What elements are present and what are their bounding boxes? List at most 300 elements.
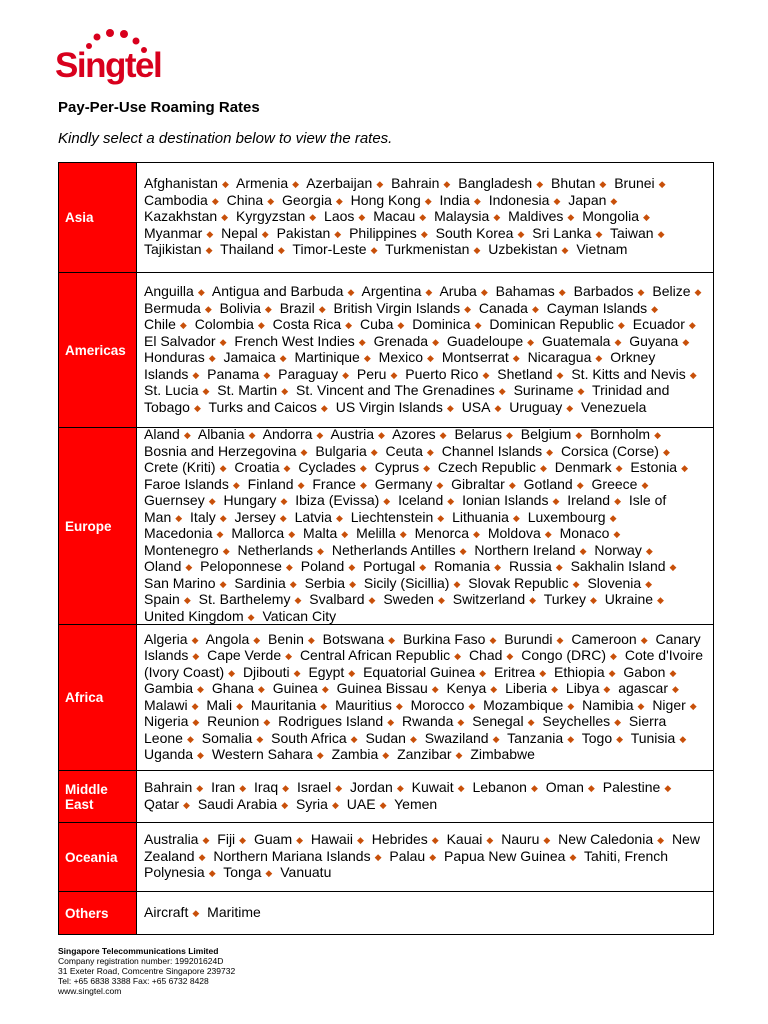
destination-link[interactable]: Iceland xyxy=(398,492,444,508)
destination-link[interactable]: Tahiti, French Polynesia xyxy=(144,847,669,881)
destination-link[interactable]: Albania xyxy=(197,426,245,442)
destination-link[interactable]: Papua New Guinea xyxy=(444,847,566,864)
destination-link[interactable]: Portugal xyxy=(363,558,416,574)
destination-link[interactable]: Timor-Leste xyxy=(292,241,367,258)
destination-link[interactable]: US Virgin Islands xyxy=(335,398,443,415)
destination-link[interactable]: Fiji xyxy=(217,831,236,848)
destination-link[interactable]: Ethiopia xyxy=(554,663,605,680)
diamond-separator-icon: ◆ xyxy=(197,287,205,297)
diamond-separator-icon: ◆ xyxy=(335,783,343,793)
destination-link[interactable]: Sardinia xyxy=(234,574,286,591)
destination-link[interactable]: Finland xyxy=(247,475,294,492)
destination-link[interactable]: St. Barthelemy xyxy=(198,591,291,607)
destination-link[interactable]: Greece xyxy=(591,475,638,492)
destination-link[interactable]: Mauritania xyxy=(250,696,317,713)
destination-list xyxy=(137,428,713,624)
diamond-separator-icon: ◆ xyxy=(527,336,535,347)
destination-link[interactable]: Lebanon xyxy=(472,779,527,795)
destination-link[interactable]: Netherlands Antilles xyxy=(331,541,456,558)
diamond-separator-icon: ◆ xyxy=(512,512,520,523)
destination-link[interactable]: Vanuatu xyxy=(280,864,332,881)
destination-link[interactable]: New Zealand xyxy=(144,831,700,864)
destination-link[interactable]: New Caledonia xyxy=(558,831,654,848)
destination-link[interactable]: Panama xyxy=(207,365,260,382)
destination-link[interactable]: Central African Republic xyxy=(299,647,451,663)
destination-link[interactable]: Cape Verde xyxy=(207,647,282,663)
region-row xyxy=(59,427,713,624)
destination-link[interactable]: Congo (DRC) xyxy=(521,647,607,663)
destination-link[interactable]: South Africa xyxy=(271,729,347,746)
destination-link[interactable]: Grenada xyxy=(373,332,429,349)
destination-link[interactable]: Bahrain xyxy=(144,779,193,795)
destination-link[interactable]: Qatar xyxy=(144,795,180,812)
destination-link[interactable]: Malawi xyxy=(144,696,188,713)
destination-link[interactable]: Belgium xyxy=(520,426,572,442)
diamond-separator-icon: ◆ xyxy=(459,545,467,556)
destination-link[interactable]: Belize xyxy=(652,283,691,299)
destination-link[interactable]: Faroe Islands xyxy=(144,475,229,492)
destination-link[interactable]: Philippines xyxy=(349,224,417,241)
diamond-separator-icon: ◆ xyxy=(232,479,240,490)
destination-link[interactable]: Laos xyxy=(324,208,355,225)
destination-link[interactable]: St. Martin xyxy=(217,382,278,398)
destination-link[interactable]: Dominica xyxy=(412,316,471,332)
destination-link[interactable]: Azerbaijan xyxy=(306,175,373,192)
diamond-separator-icon: ◆ xyxy=(356,835,364,846)
destination-link[interactable]: United Kingdom xyxy=(144,607,244,624)
destination-link[interactable]: Iran xyxy=(211,779,236,795)
destination-link[interactable]: South Korea xyxy=(435,224,514,241)
destination-link[interactable]: Dominican Republic xyxy=(489,316,614,332)
destination-link[interactable]: Syria xyxy=(296,795,328,812)
destination-link[interactable]: Swaziland xyxy=(424,729,489,746)
diamond-separator-icon: ◆ xyxy=(196,783,204,793)
destination-link[interactable]: Sweden xyxy=(383,591,434,607)
destination-link[interactable]: Macedonia xyxy=(144,525,213,541)
diamond-separator-icon: ◆ xyxy=(390,369,398,380)
destination-link[interactable]: Poland xyxy=(300,558,345,574)
diamond-separator-icon: ◆ xyxy=(279,353,287,363)
destination-link[interactable]: Nigeria xyxy=(144,713,189,729)
diamond-separator-icon: ◆ xyxy=(506,651,514,661)
diamond-separator-icon: ◆ xyxy=(192,717,200,727)
footer-address: 31 Exeter Road, Comcentre Singapore 239732 xyxy=(58,966,236,976)
destination-link[interactable]: Ceuta xyxy=(385,442,423,459)
destination-link[interactable]: Chad xyxy=(468,647,503,663)
diamond-separator-icon: ◆ xyxy=(694,287,702,297)
destination-link[interactable]: Honduras xyxy=(144,349,205,365)
diamond-separator-icon: ◆ xyxy=(682,336,690,347)
destination-link[interactable]: Belarus xyxy=(454,426,502,442)
destination-link[interactable]: Cayman Islands xyxy=(546,299,648,316)
destination-link[interactable]: Bahamas xyxy=(495,283,555,299)
destination-link[interactable]: Germany xyxy=(374,475,433,492)
destination-link[interactable]: Suriname xyxy=(513,382,574,398)
destination-link[interactable]: Cyprus xyxy=(374,459,420,475)
destination-link[interactable]: Algeria xyxy=(144,630,188,647)
destination-link[interactable]: Thailand xyxy=(220,241,274,258)
destination-link[interactable]: Jamaica xyxy=(223,349,276,365)
destination-link[interactable]: Tajikistan xyxy=(144,241,202,258)
destination-link[interactable]: Saudi Arabia xyxy=(197,795,278,812)
destination-link[interactable]: Sierra Leone xyxy=(144,713,667,746)
diamond-separator-icon: ◆ xyxy=(396,783,404,793)
destination-link[interactable]: Cote d'Ivoire (Ivory Coast) xyxy=(144,647,703,680)
destination-link[interactable]: Slovak Republic xyxy=(468,574,569,591)
destination-link[interactable]: Chile xyxy=(144,316,176,332)
footer-website[interactable]: www.singtel.com xyxy=(58,986,122,996)
diamond-separator-icon: ◆ xyxy=(689,700,697,711)
diamond-separator-icon: ◆ xyxy=(569,851,577,862)
destination-link[interactable]: Bahrain xyxy=(391,175,440,192)
destination-link[interactable]: Australia xyxy=(144,831,199,848)
destination-link[interactable]: Bosnia and Herzegovina xyxy=(144,442,297,459)
destination-link[interactable]: Guinea xyxy=(272,680,318,696)
destination-link[interactable]: Ecuador xyxy=(632,316,685,332)
destination-link[interactable]: Northern Ireland xyxy=(474,541,576,558)
destination-link[interactable]: Burundi xyxy=(504,630,553,647)
destination-link[interactable]: Venezuela xyxy=(581,398,647,415)
destination-link[interactable]: Martinique xyxy=(294,349,360,365)
region-label: Americas xyxy=(59,273,137,427)
destination-link[interactable]: Palestine xyxy=(602,779,661,795)
destination-link[interactable]: Mongolia xyxy=(582,208,640,225)
destination-link[interactable]: Slovenia xyxy=(587,574,642,591)
diamond-separator-icon: ◆ xyxy=(603,684,611,694)
destination-link[interactable]: Crete (Kriti) xyxy=(144,459,216,475)
destination-link[interactable]: Hong Kong xyxy=(350,191,421,208)
destination-link[interactable]: French West Indies xyxy=(234,332,355,349)
destination-link[interactable]: Peru xyxy=(356,365,387,382)
destination-link[interactable]: Gabon xyxy=(623,663,666,680)
destination-link[interactable]: Tonga xyxy=(223,864,262,881)
diamond-separator-icon: ◆ xyxy=(206,228,214,239)
diamond-separator-icon: ◆ xyxy=(368,595,376,605)
destination-link[interactable]: Equatorial Guinea xyxy=(363,663,476,680)
destination-link[interactable]: Isle of Man xyxy=(144,492,667,525)
destination-link[interactable]: Corsica (Corse) xyxy=(560,442,659,459)
destination-link[interactable]: Czech Republic xyxy=(437,459,536,475)
diamond-separator-icon: ◆ xyxy=(679,733,687,744)
destination-link[interactable]: Ghana xyxy=(211,680,254,696)
destination-link[interactable]: Maldives xyxy=(508,208,564,225)
destination-link[interactable]: Guam xyxy=(253,831,293,848)
destination-link[interactable]: Serbia xyxy=(304,574,346,591)
destination-link[interactable]: Somalia xyxy=(201,729,253,746)
logo-wordmark: Singtel xyxy=(55,46,162,85)
destination-link[interactable]: St. Kitts and Nevis xyxy=(571,365,686,382)
destination-link[interactable]: Canada xyxy=(478,299,528,316)
destination-link[interactable]: UAE xyxy=(346,795,376,812)
destination-link[interactable]: Western Sahara xyxy=(211,746,313,762)
destination-link[interactable]: Egypt xyxy=(308,663,345,680)
destination-link[interactable]: Gotland xyxy=(523,475,573,492)
destination-link[interactable]: Nicaragua xyxy=(527,349,592,365)
destination-link[interactable]: Brunei xyxy=(614,175,655,192)
destination-link[interactable]: Seychelles xyxy=(542,713,611,729)
destination-link[interactable]: Eritrea xyxy=(493,663,536,680)
destination-link[interactable]: Rodrigues Island xyxy=(278,713,384,729)
region-label: Middle East xyxy=(59,771,137,822)
destination-link[interactable]: Jersey xyxy=(234,508,276,525)
destination-link[interactable]: Ukraine xyxy=(604,591,654,607)
destination-link[interactable]: Trinidad and Tobago xyxy=(144,382,670,415)
destination-link[interactable]: Channel Islands xyxy=(441,442,543,459)
page-subtitle: Kindly select a destination below to view the rates. xyxy=(58,130,393,147)
destination-link[interactable]: agascar xyxy=(618,680,668,696)
destination-link[interactable]: Georgia xyxy=(282,191,332,208)
destination-link[interactable]: Zimbabwe xyxy=(470,746,535,762)
diamond-separator-icon: ◆ xyxy=(293,667,301,678)
destination-link[interactable]: India xyxy=(439,191,470,208)
destination-link[interactable]: Argentina xyxy=(361,283,422,299)
destination-link[interactable]: Montenegro xyxy=(144,541,219,558)
destination-link[interactable]: Lithuania xyxy=(452,508,509,525)
destination-link[interactable]: Ionian Islands xyxy=(462,492,549,508)
diamond-separator-icon: ◆ xyxy=(204,303,212,314)
destination-link[interactable]: USA xyxy=(461,398,491,415)
destination-link[interactable]: Bermuda xyxy=(144,299,201,316)
destination-link[interactable]: Vietnam xyxy=(576,241,628,258)
destination-link[interactable]: France xyxy=(312,475,356,492)
diamond-separator-icon: ◆ xyxy=(424,195,432,206)
destination-link[interactable]: Andorra xyxy=(262,426,313,442)
destination-link[interactable]: Sicily (Sicillia) xyxy=(363,574,450,591)
destination-link[interactable]: Barbados xyxy=(573,283,634,299)
destination-link[interactable]: Guernsey xyxy=(144,492,205,508)
destination-link[interactable]: Uganda xyxy=(144,746,194,762)
destination-link[interactable]: Peloponnese xyxy=(200,558,282,574)
destination-link[interactable]: Malaysia xyxy=(434,208,490,225)
diamond-separator-icon: ◆ xyxy=(359,463,367,473)
diamond-separator-icon: ◆ xyxy=(395,700,403,711)
destination-link[interactable]: Turks and Caicos xyxy=(208,398,317,415)
region-label: Asia xyxy=(59,163,137,272)
destination-link[interactable]: Aruba xyxy=(439,283,477,299)
destination-link[interactable]: Hawaii xyxy=(310,831,353,848)
destination-link[interactable]: Malta xyxy=(303,525,338,541)
destination-list xyxy=(137,823,713,891)
destination-link[interactable]: Estonia xyxy=(630,459,678,475)
destination-link[interactable]: Guatemala xyxy=(541,332,611,349)
destination-link[interactable]: Sri Lanka xyxy=(532,224,592,241)
destination-link[interactable]: Shetland xyxy=(497,365,553,382)
diamond-separator-icon: ◆ xyxy=(595,353,603,363)
destination-link[interactable]: Nepal xyxy=(221,224,258,241)
diamond-separator-icon: ◆ xyxy=(374,851,382,862)
destination-link[interactable]: Rwanda xyxy=(402,713,454,729)
destination-link[interactable]: Aircraft xyxy=(144,903,189,920)
diamond-separator-icon: ◆ xyxy=(294,595,302,605)
destination-link[interactable]: Palau xyxy=(389,847,426,864)
destination-link[interactable]: St. Vincent and The Grenadines xyxy=(296,382,495,398)
diamond-separator-icon: ◆ xyxy=(191,700,199,711)
region-row xyxy=(59,272,713,427)
diamond-separator-icon: ◆ xyxy=(493,212,501,223)
destination-link[interactable]: Antigua and Barbuda xyxy=(211,283,344,299)
destination-link[interactable]: Cyclades xyxy=(298,459,356,475)
destination-link[interactable]: Niger xyxy=(652,696,686,713)
diamond-separator-icon: ◆ xyxy=(531,303,539,314)
diamond-separator-icon: ◆ xyxy=(297,479,305,490)
destination-link[interactable]: Bornholm xyxy=(590,426,651,442)
destination-link[interactable]: Burkina Faso xyxy=(402,630,486,647)
destination-link[interactable]: Kyrgyzstan xyxy=(235,208,306,225)
destination-link[interactable]: Benin xyxy=(268,630,304,647)
destination-link[interactable]: Senegal xyxy=(472,713,524,729)
destination-link[interactable]: Hebrides xyxy=(371,831,428,848)
diamond-separator-icon: ◆ xyxy=(219,578,227,589)
destination-link[interactable]: Japan xyxy=(568,191,607,208)
destination-list xyxy=(137,892,713,934)
destination-link[interactable]: Spain xyxy=(144,591,180,607)
destination-link[interactable]: Paraguay xyxy=(278,365,339,382)
destination-link[interactable]: Northern Mariana Islands xyxy=(213,847,371,864)
destination-link[interactable]: Mallorca xyxy=(231,525,285,541)
destination-link[interactable]: Myanmar xyxy=(144,224,203,241)
destination-link[interactable]: Kazakhstan xyxy=(144,208,218,225)
destination-link[interactable]: Bulgaria xyxy=(315,442,367,459)
destination-link[interactable]: Maritime xyxy=(207,903,261,920)
destination-link[interactable]: Pakistan xyxy=(276,224,331,241)
destination-link[interactable]: Luxembourg xyxy=(527,508,606,525)
diamond-separator-icon: ◆ xyxy=(419,212,427,223)
destination-link[interactable]: Turkmenistan xyxy=(385,241,470,258)
destination-link[interactable]: Croatia xyxy=(234,459,280,475)
destination-link[interactable]: Melilla xyxy=(356,525,396,541)
destination-link[interactable]: Bangladesh xyxy=(458,175,533,192)
diamond-separator-icon: ◆ xyxy=(455,750,463,760)
destination-link[interactable]: Liechtenstein xyxy=(350,508,434,525)
destination-link[interactable]: Angola xyxy=(205,630,250,647)
destination-link[interactable]: Sakhalin Island xyxy=(570,558,666,574)
destination-link[interactable]: Latvia xyxy=(294,508,332,525)
destination-link[interactable]: Austria xyxy=(330,426,375,442)
destination-link[interactable]: Kuwait xyxy=(411,779,454,795)
destination-link[interactable]: Russia xyxy=(508,558,552,574)
destination-link[interactable]: Canary Islands xyxy=(144,630,701,663)
destination-link[interactable]: Djibouti xyxy=(242,663,290,680)
destination-link[interactable]: Costa Rica xyxy=(272,316,342,332)
diamond-separator-icon: ◆ xyxy=(539,667,547,678)
destination-link[interactable]: Svalbard xyxy=(309,591,365,607)
destination-link[interactable]: Kenya xyxy=(446,680,487,696)
destination-link[interactable]: China xyxy=(226,191,264,208)
destination-link[interactable]: Mexico xyxy=(378,349,424,365)
destination-link[interactable]: Bhutan xyxy=(551,175,596,192)
destination-link[interactable]: Guyana xyxy=(629,332,679,349)
diamond-separator-icon: ◆ xyxy=(464,303,472,314)
destination-link[interactable]: St. Lucia xyxy=(144,382,199,398)
destination-link[interactable]: Cuba xyxy=(359,316,394,332)
destination-link[interactable]: Uzbekistan xyxy=(488,241,558,258)
destination-link[interactable]: Iraq xyxy=(254,779,279,795)
destination-link[interactable]: Gambia xyxy=(144,680,194,696)
destination-link[interactable]: Monaco xyxy=(559,525,610,541)
destination-link[interactable]: Mauritius xyxy=(335,696,392,713)
destination-link[interactable]: Turkey xyxy=(543,591,586,607)
destination-link[interactable]: Tanzania xyxy=(507,729,564,746)
destination-link[interactable]: Azores xyxy=(392,426,436,442)
destination-link[interactable]: Puerto Rico xyxy=(405,365,479,382)
destination-link[interactable]: Cambodia xyxy=(144,191,208,208)
destination-link[interactable]: El Salvador xyxy=(144,332,216,349)
region-label: Europe xyxy=(59,428,137,624)
destination-link[interactable]: Armenia xyxy=(236,175,289,192)
destination-link[interactable]: Israel xyxy=(296,779,332,795)
destination-link[interactable]: Colombia xyxy=(194,316,254,332)
destination-link[interactable]: Menorca xyxy=(414,525,470,541)
destination-link[interactable]: Hungary xyxy=(223,492,277,508)
destination-link[interactable]: Anguilla xyxy=(144,283,194,299)
destination-link[interactable]: Reunion xyxy=(207,713,260,729)
destination-link[interactable]: Sudan xyxy=(365,729,406,746)
destination-link[interactable]: Uruguay xyxy=(509,398,563,415)
destination-link[interactable]: Cameroon xyxy=(571,630,637,647)
destination-link[interactable]: Mali xyxy=(206,696,233,713)
destination-link[interactable]: San Marino xyxy=(144,574,216,591)
destination-link[interactable]: Moldova xyxy=(487,525,541,541)
destination-link[interactable]: Guinea Bissau xyxy=(336,680,428,696)
destination-link[interactable]: Liberia xyxy=(505,680,548,696)
destination-link[interactable]: Zambia xyxy=(331,746,379,762)
destination-link[interactable]: Brazil xyxy=(279,299,315,316)
destination-link[interactable]: Yemen xyxy=(394,795,438,812)
footer-contact: Tel: +65 6838 3388 Fax: +65 6732 8428 xyxy=(58,976,209,986)
destination-link[interactable]: Norway xyxy=(594,541,642,558)
diamond-separator-icon: ◆ xyxy=(345,320,353,330)
destination-link[interactable]: Ireland xyxy=(567,492,611,508)
destination-link[interactable]: Libya xyxy=(565,680,600,696)
destination-link[interactable]: Botswana xyxy=(322,630,385,647)
destination-link[interactable]: Bolivia xyxy=(219,299,261,316)
destination-link[interactable]: Mozambique xyxy=(483,696,564,713)
destination-link[interactable]: Romania xyxy=(434,558,491,574)
diamond-separator-icon: ◆ xyxy=(383,496,391,506)
destination-link[interactable]: British Virgin Islands xyxy=(333,299,461,316)
destination-link[interactable]: Afghanistan xyxy=(144,175,218,192)
diamond-separator-icon: ◆ xyxy=(265,868,273,879)
destination-link[interactable]: Guadeloupe xyxy=(446,332,524,349)
destination-link[interactable]: Togo xyxy=(581,729,613,746)
destination-link[interactable]: Indonesia xyxy=(488,191,550,208)
destination-link[interactable]: Switzerland xyxy=(452,591,526,607)
diamond-separator-icon: ◆ xyxy=(228,667,236,678)
destination-link[interactable]: Namibia xyxy=(582,696,634,713)
destination-link[interactable]: Oland xyxy=(144,558,182,574)
destination-link[interactable]: Macau xyxy=(373,208,416,225)
destination-link[interactable]: Aland xyxy=(144,426,180,442)
destination-link[interactable]: Zanzibar xyxy=(397,746,452,762)
diamond-separator-icon: ◆ xyxy=(216,529,224,539)
destination-link[interactable]: Vatican City xyxy=(262,607,337,624)
destination-link[interactable]: Denmark xyxy=(554,459,612,475)
destination-link[interactable]: Montserrat xyxy=(441,349,509,365)
destination-link[interactable]: Morocco xyxy=(410,696,465,713)
destination-link[interactable]: Ibiza (Evissa) xyxy=(295,492,380,508)
destination-link[interactable]: Kauai xyxy=(446,831,483,848)
destination-link[interactable]: Tunisia xyxy=(630,729,676,746)
destination-link[interactable]: Gibraltar xyxy=(451,475,505,492)
destination-link[interactable]: Orkney Islands xyxy=(144,349,656,382)
destination-link[interactable]: Oman xyxy=(545,779,584,795)
destination-link[interactable]: Taiwan xyxy=(610,224,654,241)
destination-link[interactable]: Italy xyxy=(190,508,216,525)
destination-link[interactable]: Nauru xyxy=(501,831,540,848)
region-row xyxy=(59,891,713,934)
destination-link[interactable]: Netherlands xyxy=(237,541,314,558)
destination-link[interactable]: Jordan xyxy=(350,779,393,795)
